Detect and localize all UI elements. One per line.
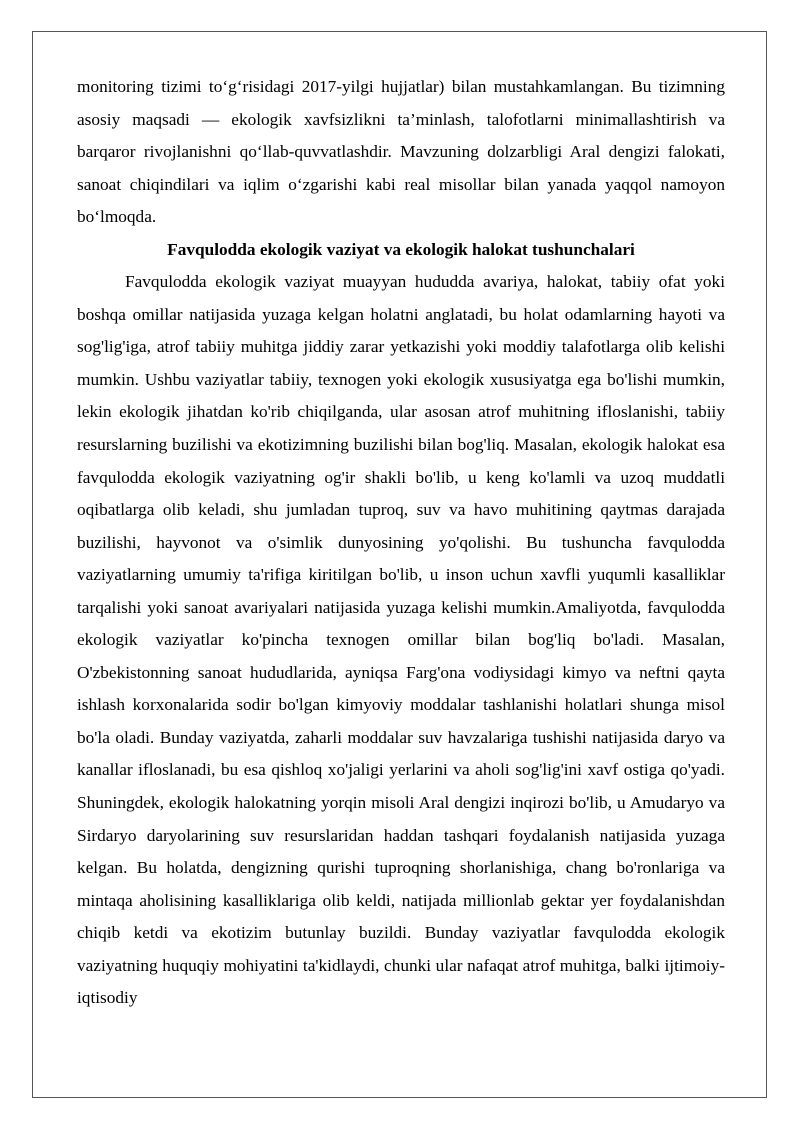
intro-paragraph: monitoring tizimi to‘g‘risidagi 2017-yilgi hujjatlar) bilan mustahkamlangan. Bu tizimning asosiy maqsadi — ekologik xavfsizlikni ta’minlash, talofotlarni minimallashtirish va barqaror rivojlanishni qo‘llab-quvvatlashdir. Mavzuning dolzarbligi Aral dengizi falokati, sanoat chiqindilari va iqlim o‘zgarishi kabi real misollar bilan yanada yaqqol namoyon bo‘lmoqda. xyxy=(77,77,725,227)
body-paragraph: Favqulodda ekologik vaziyat muayyan hududda avariya, halokat, tabiiy ofat yoki boshqa omillar natijasida yuzaga kelgan holatni anglatadi, bu holat odamlarning hayoti va sog'lig'iga, atrof tabiiy muhitga jiddiy zarar yetkazishi yoki moddiy talafotlarga olib kelishi mumkin. Ushbu vaziyatlar tabiiy, texnogen yoki ekologik xususiyatga ega bo'lishi mumkin, lekin ekologik jihatdan ko'rib chiqilganda, ular asosan atrof muhitning ifloslanishi, tabiiy resurslarning buzilishi va ekotizimning buzilishi bilan bog'liq. Masalan, ekologik halokat esa favqulodda ekologik vaziyatning og'ir shakli bo'lib, u keng ko'lamli va uzoq muddatli oqibatlarga olib keladi, shu jumladan tuproq, suv va havo muhitining qaytmas darajada buzilishi, hayvonot va o'simlik dunyosining yo'qolishi. Bu tushuncha favqulodda vaziyatlarning umumiy ta'rifiga kiritilgan bo'lib, u inson uchun xavfli yuqumli kasalliklar tarqalishi yoki sanoat avariyalari natijasida yuzaga kelishi mumkin.Amaliyotda, favqulodda ekologik vaziyatlar ko'pincha texnogen omillar bilan bog'liq bo'ladi. Masalan, O'zbekistonning sanoat hududlarida, ayniqsa Farg'ona vodiysidagi kimyo va neftni qayta ishlash korxonalarida sodir bo'lgan kimyoviy moddalar tashlanishi holatlari shunga misol bo'la oladi. Bunday vaziyatda, zaharli moddalar suv havzalariga tushishi natijasida daryo va kanallar ifloslanadi, bu esa qishloq xo'jaligi yerlarini va aholi sog'lig'ini xavf ostiga qo'yadi. Shuningdek, ekologik halokatning yorqin misoli Aral dengizi inqirozi bo'lib, u Amudaryo va Sirdaryo daryolarining suv resurslaridan haddan tashqari foydalanish natijasida yuzaga kelgan. Bu holatda, dengizning qurishi tuproqning shorlanishiga, chang bo'ronlariga va mintaqa aholisining kasalliklariga olib keldi, natijada millionlab gektar yer foydalanishdan chiqib ketdi va ekotizim butunlay buzildi. Bunday vaziyatlar favqulodda ekologik vaziyatning huquqiy mohiyatini ta'kidlaydi, chunki ular nafaqat atrof muhitga, balki ijtimoiy-iqtisodiy xyxy=(77,272,725,1008)
document-body xyxy=(77,71,725,1015)
section-heading: Favqulodda ekologik vaziyat va ekologik halokat tushunchalari xyxy=(167,239,635,259)
